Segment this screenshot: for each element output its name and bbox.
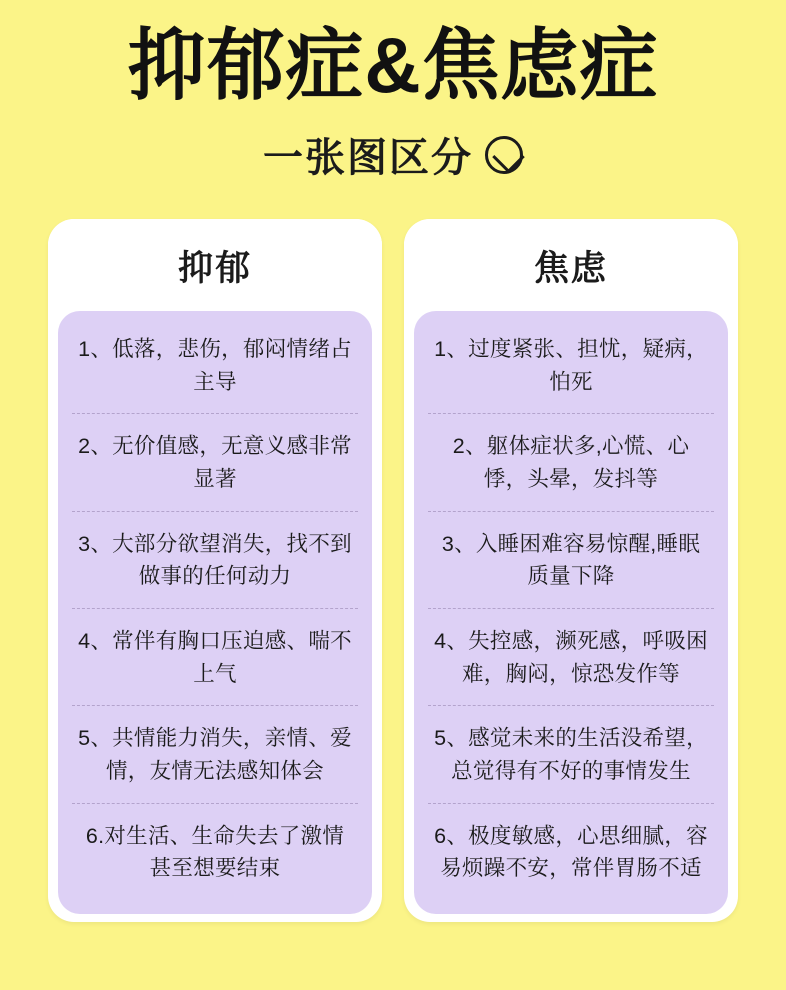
page-subtitle: 一张图区分 (263, 136, 473, 180)
card-heading: 焦虑 (404, 219, 738, 311)
comparison-columns (0, 183, 786, 922)
list-item: 3、入睡困难容易惊醒,睡眠质量下降 (428, 511, 714, 608)
card-anxiety (404, 219, 738, 922)
list-item: 2、躯体症状多,心慌、心悸，头晕，发抖等 (428, 413, 714, 510)
list-item: 6、极度敏感，心思细腻，容易烦躁不安，常伴胃肠不适 (428, 803, 714, 900)
list-item: 4、常伴有胸口压迫感、喘不上气 (72, 608, 358, 705)
list-item: 5、感觉未来的生活没希望，总觉得有不好的事情发生 (428, 705, 714, 802)
card-heading: 抑郁 (48, 219, 382, 311)
list-item: 6.对生活、生命失去了激情甚至想要结束 (72, 803, 358, 900)
list-item: 2、无价值感，无意义感非常显著 (72, 413, 358, 510)
list-item: 1、过度紧张、担忧，疑病，怕死 (434, 337, 708, 394)
page-title: 抑郁症&焦虑症 (127, 21, 659, 109)
list-item: 3、大部分欲望消失，找不到做事的任何动力 (72, 511, 358, 608)
list-item: 5、共情能力消失，亲情、爱情，友情无法感知体会 (72, 705, 358, 802)
list-item: 1、低落，悲伤，郁闷情绪占主导 (78, 337, 352, 394)
arrow-down-left-circle-icon (485, 136, 523, 174)
list-item: 4、失控感，濒死感，呼吸困难，胸闷，惊恐发作等 (428, 608, 714, 705)
card-item-list (58, 311, 372, 914)
subtitle-row (0, 126, 786, 183)
card-depression (48, 219, 382, 922)
card-item-list (414, 311, 728, 914)
